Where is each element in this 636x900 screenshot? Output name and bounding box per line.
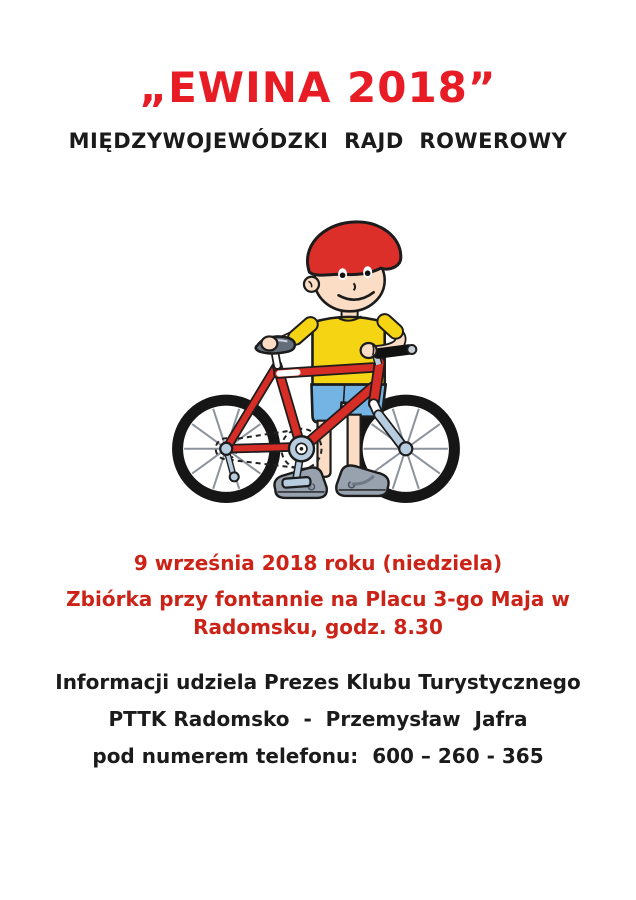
boy-with-bicycle-svg — [158, 208, 479, 504]
event-meeting-line-1: Zbiórka przy fontannie na Placu 3-go Maja w — [66, 587, 570, 612]
boy-shorts-crease — [343, 386, 344, 402]
contact-info — [0, 670, 636, 768]
boy-ear — [303, 277, 318, 292]
boy-left-hand — [261, 337, 277, 351]
bike-front-hub — [399, 443, 412, 456]
contact-line-2: PTTK Radomsko - Przemysław Jafra — [108, 707, 528, 732]
event-date: 9 września 2018 roku (niedziela) — [133, 551, 503, 576]
boy-right-leg — [347, 415, 360, 472]
boy-right-hand — [360, 343, 376, 358]
event-meeting-info — [0, 586, 636, 641]
bike-handlebar — [375, 345, 416, 365]
boy-with-bicycle-illustration — [0, 208, 636, 504]
boy-helmet — [307, 222, 400, 275]
event-meeting-line-2: Radomsku, godz. 8.30 — [193, 614, 443, 639]
contact-line-3: pod numerem telefonu: 600 – 260 - 365 — [92, 744, 544, 769]
poster-subtitle: MIĘDZYWOJEWÓDZKI RAJD ROWEROWY — [68, 129, 568, 154]
poster-title: „EWINA 2018” — [139, 63, 497, 112]
contact-line-1: Informacji udziela Prezes Klubu Turystycznego — [55, 670, 581, 695]
